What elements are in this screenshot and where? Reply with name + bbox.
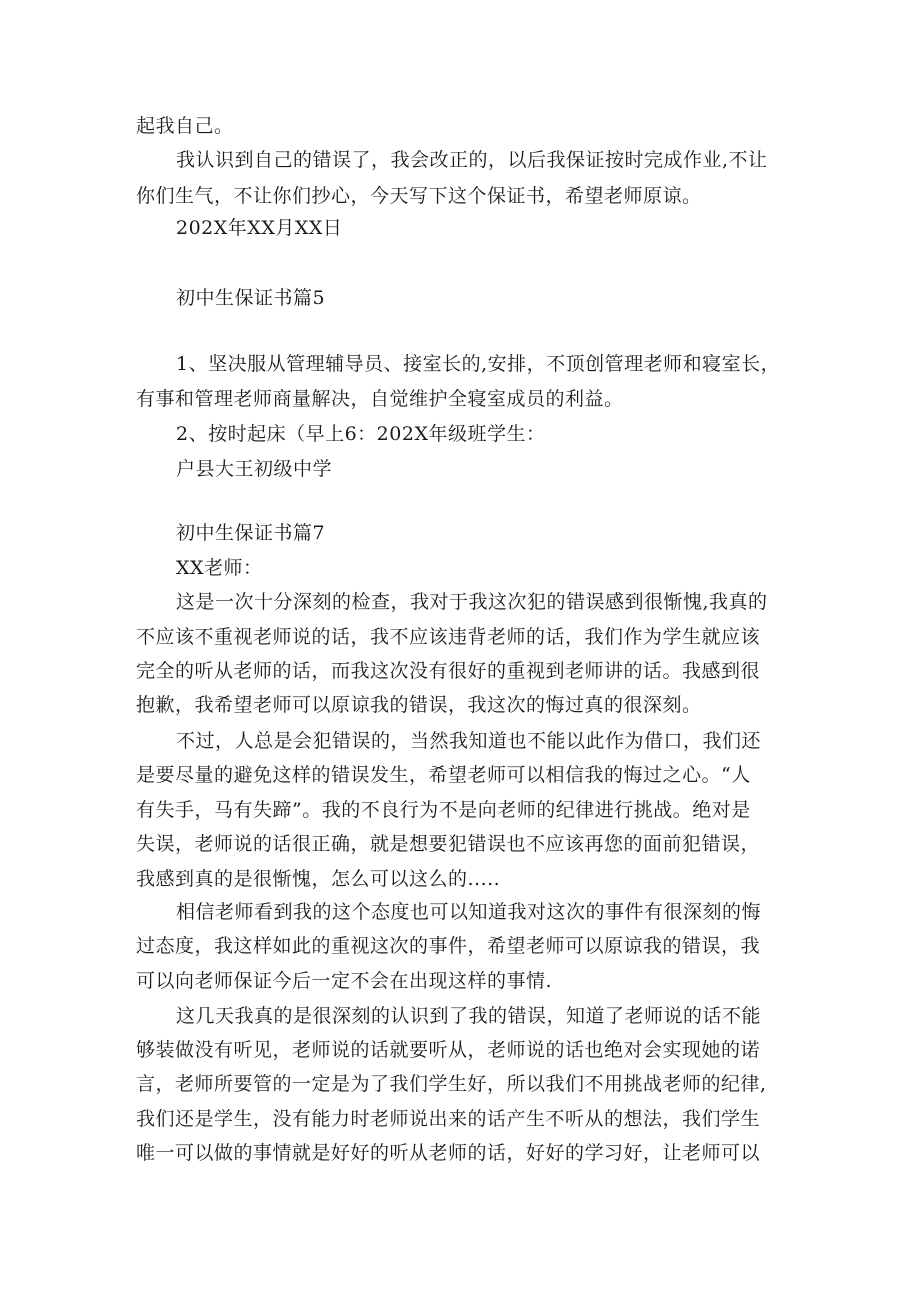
text-line: 2、按时起床（早上6：202X年级班学生：: [176, 423, 546, 445]
text-line: 1、坚决服从管理辅导员、接室长的,安排，不顶创管理老师和寝室长，: [176, 353, 781, 375]
date-line: 202X年XX月XX日: [176, 217, 343, 239]
text-line: 有事和管理老师商量解决，自觉维护全寝室成员的利益。: [136, 388, 624, 410]
text-line: 不应该不重视老师说的话，我不应该违背老师的话，我们作为学生就应该: [136, 626, 761, 648]
text-line: 是要尽量的避免这样的错误发生，希望老师可以相信我的悔过之心。“人: [136, 764, 751, 786]
section-heading: 初中生保证书篇7: [176, 522, 326, 544]
text-line: 我感到真的是很惭愧，怎么可以这么的.....: [136, 868, 501, 890]
text-line: 有失手，马有失蹄”。我的不良行为不是向老师的纪律进行挑战。绝对是: [136, 799, 751, 821]
text-line: 抱歉，我希望老师可以原谅我的错误，我这次的悔过真的很深刻。: [136, 694, 702, 716]
text-line: 我们还是学生，没有能力时老师说出来的话产生不听从的想法，我们学生: [136, 1108, 761, 1130]
text-line: 你们生气，不让你们抄心，今天写下这个保证书，希望老师原谅。: [136, 185, 702, 207]
text-line: 完全的听从老师的话，而我这次没有很好的重视到老师讲的话。我感到很: [136, 660, 761, 682]
text-line: 不过，人总是会犯错误的，当然我知道也不能以此作为借口，我们还: [176, 730, 762, 752]
text-line: 够装做没有听见，老师说的话就要听从，老师说的话也绝对会实现她的诺: [136, 1039, 761, 1061]
text-line: 起我自己。: [136, 115, 234, 137]
salutation: XX老师：: [176, 557, 263, 579]
text-line: 这几天我真的是很深刻的认识到了我的错误，知道了老师说的话不能: [176, 1005, 762, 1027]
text-line: 相信老师看到我的这个态度也可以知道我对这次的事件有很深刻的悔: [176, 901, 762, 923]
section-heading: 初中生保证书篇5: [176, 287, 326, 309]
text-line: 过态度，我这样如此的重视这次的事件，希望老师可以原谅我的错误，我: [136, 935, 761, 957]
text-line: 失误，老师说的话很正确，就是想要犯错误也不应该再您的面前犯错误，: [136, 833, 761, 855]
text-line: 我认识到自己的错误了，我会改正的，以后我保证按时完成作业,不让: [176, 149, 768, 171]
text-line: 言，老师所要管的一定是为了我们学生好，所以我们不用挑战老师的纪律,: [136, 1073, 767, 1095]
text-line: 这是一次十分深刻的检查，我对于我这次犯的错误感到很惭愧,我真的: [176, 591, 768, 613]
text-line: 可以向老师保证今后一定不会在出现这样的事情.: [136, 970, 553, 992]
text-line: 唯一可以做的事情就是好好的听从老师的话，好好的学习好，让老师可以: [136, 1142, 761, 1164]
school-name: 户县大王初级中学: [176, 458, 333, 480]
